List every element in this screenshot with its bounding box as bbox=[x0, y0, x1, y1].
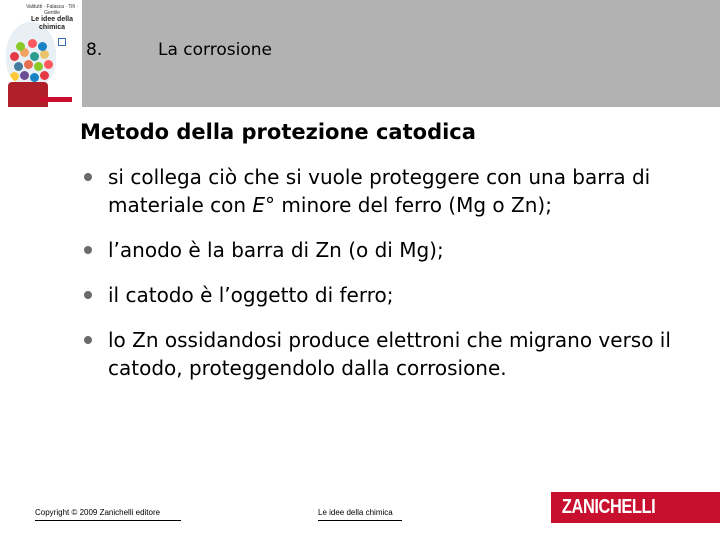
bullet-item bbox=[80, 326, 710, 382]
bullet-item bbox=[80, 163, 710, 219]
footer-divider bbox=[35, 520, 181, 521]
bullet-dot-icon bbox=[84, 291, 92, 299]
standard-potential-symbol: E bbox=[252, 193, 266, 217]
bullet-list bbox=[80, 163, 710, 399]
cover-badge-icon bbox=[58, 38, 66, 46]
cover-authors: Valitutti · Falasca · Tifi · Gentile bbox=[26, 4, 78, 16]
cover-text bbox=[24, 4, 80, 32]
cover-publisher-strip bbox=[40, 97, 72, 102]
bullet-text: si collega ciò che si vuole proteggere con una barra di materiale con E° minore del ferro (Mg o Zn); bbox=[108, 165, 651, 217]
bullet-item bbox=[80, 281, 710, 309]
slide-title: Metodo della protezione catodica bbox=[80, 120, 476, 144]
footer-book-title: Le idee della chimica bbox=[318, 508, 393, 517]
bullet-item bbox=[80, 236, 710, 264]
bullet-text: lo Zn ossidandosi produce elettroni che migrano verso il catodo, proteggendolo dalla corrosione. bbox=[108, 328, 671, 380]
gumball-base bbox=[8, 82, 48, 107]
bullet-dot-icon bbox=[84, 246, 92, 254]
cover-title: Le idee della chimica bbox=[30, 16, 74, 31]
bullet-text: l’anodo è la barra di Zn (o di Mg); bbox=[108, 238, 444, 262]
chapter-title: La corrosione bbox=[158, 40, 272, 60]
publisher-logo-text: ZANICHELLI bbox=[561, 496, 656, 518]
bullet-dot-icon bbox=[84, 173, 92, 181]
header-band bbox=[0, 0, 720, 107]
book-cover-image bbox=[0, 0, 82, 107]
footer-copyright: Copyright © 2009 Zanichelli editore bbox=[35, 508, 161, 517]
publisher-logo bbox=[551, 492, 720, 523]
bullet-text: il catodo è l’oggetto di ferro; bbox=[108, 283, 394, 307]
chapter-number: 8. bbox=[86, 40, 103, 60]
bullet-dot-icon bbox=[84, 336, 92, 344]
footer-divider bbox=[318, 520, 402, 521]
